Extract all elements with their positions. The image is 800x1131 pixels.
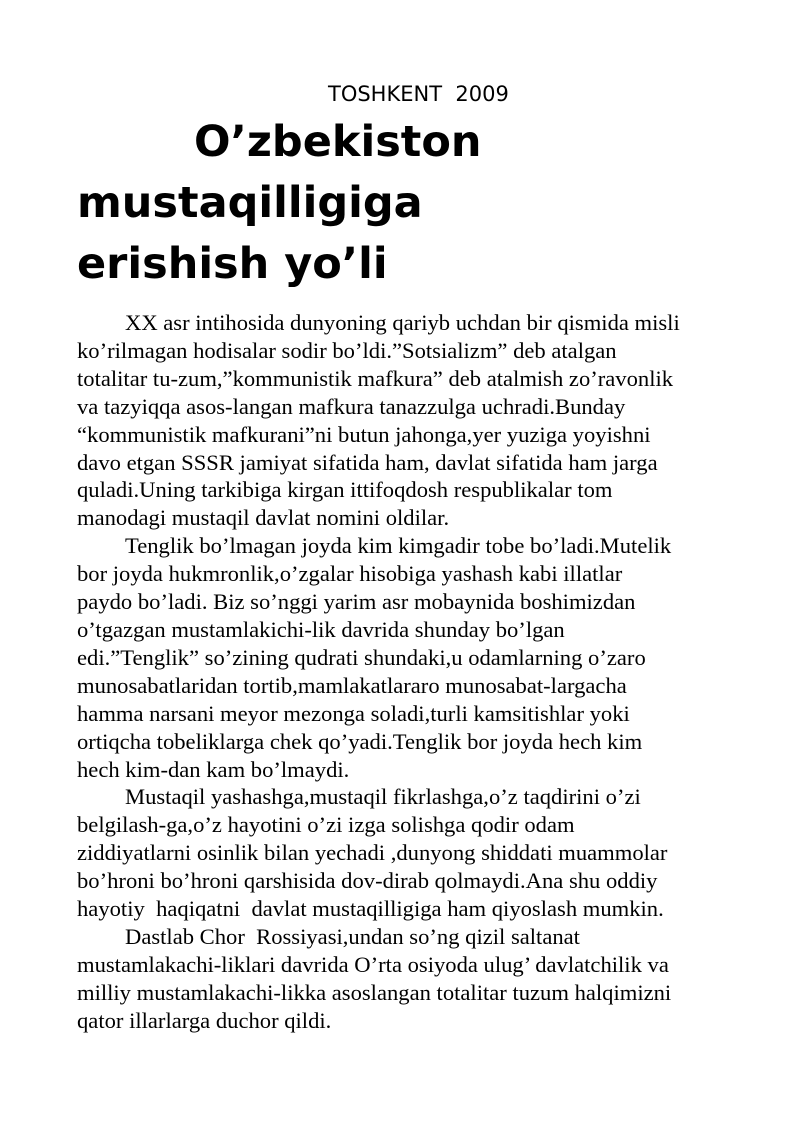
paragraph (77, 923, 737, 1035)
text-line: edi.”Tenglik” so’zining qudrati shundaki,u odamlarning o’zaro (77, 644, 646, 670)
text-line: manodagi mustaqil davlat nomini oldilar. (77, 505, 450, 531)
text-line: totalitar tu-zum,”kommunistik mafkura” deb atalmish zo’ravonlik (77, 365, 674, 391)
text-line: ortiqcha tobeliklarga chek qo’yadi.Tenglik bor joyda hech kim (77, 728, 643, 754)
title-line: mustaqilligiga (77, 178, 423, 228)
paragraph (77, 532, 737, 783)
text-line: qator illarlarga duchor qildi. (77, 1007, 332, 1033)
text-line: Tenglik bo’lmagan joyda kim kimgadir tobe bo’ladi.Mutelik (125, 533, 672, 559)
paragraph (77, 309, 737, 532)
title-line: O’zbekiston (194, 117, 482, 167)
text-line: hayotiy haqiqatni davlat mustaqilligiga ham qiyoslash mumkin. (77, 896, 664, 922)
text-line: va tazyiqqa asos-langan mafkura tanazzulga uchradi.Bunday (77, 393, 626, 419)
text-line: o’tgazgan mustamlakichi-lik davrida shunday bo’lgan (77, 616, 565, 642)
text-line: belgilash-ga,o’z hayotini o’zi izga solishga qodir odam (77, 812, 575, 838)
document-title (77, 112, 597, 295)
text-line: milliy mustamlakachi-likka asoslangan totalitar tuzum halqimizni (77, 979, 672, 1005)
text-line: bor joyda hukmronlik,o’zgalar hisobiga yashash kabi illatlar (77, 561, 623, 587)
text-line: davo etgan SSSR jamiyat sifatida ham, davlat sifatida ham jarga (77, 449, 658, 475)
text-line: ziddiyatlarni osinlik bilan yechadi ,dunyong shiddati muammolar (77, 840, 668, 866)
text-line: XX asr intihosida dunyoning qariyb uchdan bir qismida misli (125, 310, 680, 335)
text-line: mustamlakachi-liklari davrida O’rta osiyoda ulug’ davlatchilik va (77, 951, 669, 977)
text-line: Dastlab Chor Rossiyasi,undan so’ng qizil saltanat (125, 923, 580, 949)
text-line: hamma narsani meyor mezonga soladi,turli kamsitishlar yoki (77, 700, 630, 726)
text-line: quladi.Uning tarkibiga kirgan ittifoqdosh respublikalar tom (77, 477, 613, 503)
title-line: erishish yo’li (77, 239, 388, 289)
text-line: “kommunistik mafkurani”ni butun jahonga,yer yuziga yoyishni (77, 421, 651, 447)
text-line: ko’rilmagan hodisalar sodir bo’ldi.”Sotsializm” deb atalgan (77, 337, 617, 363)
place-and-year: TOSHKENT 2009 (328, 82, 509, 106)
text-line: paydo bo’ladi. Biz so’nggi yarim asr mobaynida boshimizdan (77, 589, 636, 615)
paragraph (77, 783, 737, 923)
body-text (77, 309, 737, 1035)
text-line: bo’hroni bo’hroni qarshisida dov-dirab qolmaydi.Ana shu oddiy (77, 868, 658, 894)
text-line: munosabatlaridan tortib,mamlakatlararo munosabat-largacha (77, 672, 627, 698)
text-line: hech kim-dan kam bo’lmaydi. (77, 756, 350, 782)
text-line: Mustaqil yashashga,mustaqil fikrlashga,o’z taqdirini o’zi (125, 784, 641, 810)
